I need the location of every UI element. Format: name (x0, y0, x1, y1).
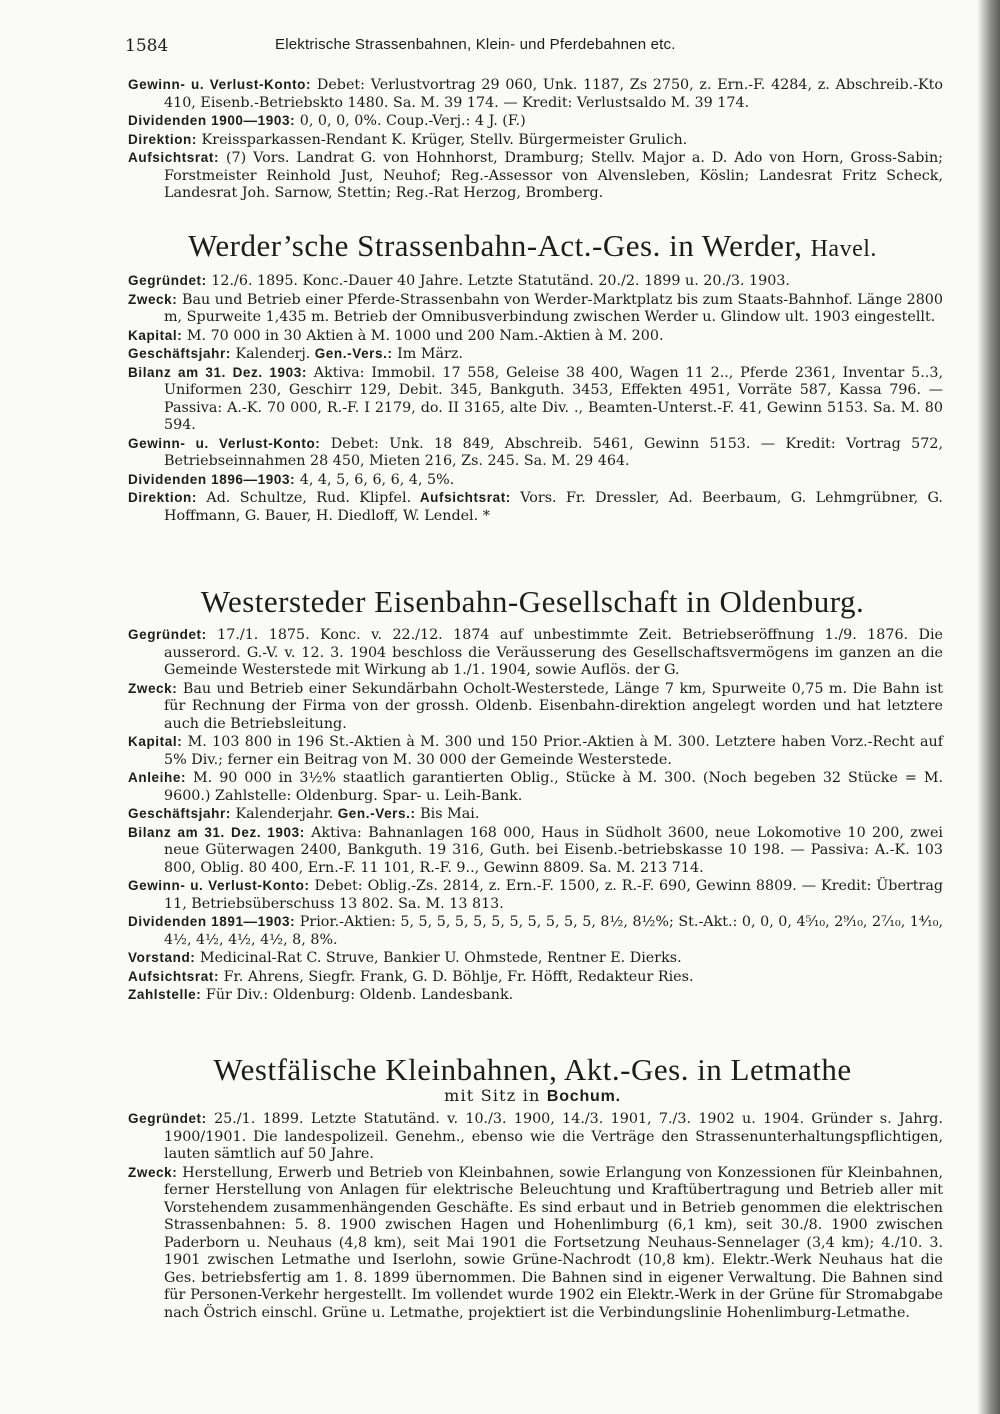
section-title: Westfälische Kleinbahnen, Akt.-Ges. in Letmathe (213, 1052, 852, 1087)
entry: Anleihe: M. 90 000 in 3½% staatlich garantierten Oblig., Stücke à M. 300. (Noch begeben 32 Stücke = M. 9600.) Zahlstelle: Oldenburg. Spar- u. Leih-Bank. (128, 770, 943, 804)
entry: Gewinn- u. Verlust-Konto: Debet: Unk. 18 849, Abschreib. 5461, Gewinn 5153. — Kredit: Vortrag 572, Betriebseinnahmen 28 450, Mieten 216, Zs. 245. Sa. M. 29 464. (128, 435, 943, 469)
section-body (128, 1110, 943, 1322)
entry: Gegründet: 25./1. 1899. Letzte Statutänd. v. 10./3. 1900, 14./3. 1901, 7./3. 1902 u. 1904. Gründer s. Jahrg. 1900/1901. Die landespolizeil. Genehm., ebenso wie die Verträge den Strassenunterhaltungspflichtigen, lauten sämtlich auf 50 Jahre. (128, 1111, 943, 1162)
section-body (128, 272, 943, 525)
entry: Bilanz am 31. Dez. 1903: Aktiva: Bahnanlagen 168 000, Haus in Südholt 3600, neue Lokomotive 10 200, zwei neue Güterwagen 2400, Bankguth. 19 316, Guth. bei Eisenb.-betriebskasse 10 198. — Passiva: A.-K. 103 800, Oblig. 80 400, Ern.-F. 11 101, R.-F. 9.., Gewinn 8809. Sa. M. 213 714. (128, 824, 943, 876)
entry: Direktion: Ad. Schultze, Rud. Klipfel. Aufsichtsrat: Vors. Fr. Dressler, Ad. Beerbaum, G. Lehmgrübner, G. Hoffmann, G. Bauer, H. Diedloff, W. Lendel. * (128, 490, 943, 524)
scan-edge (978, 0, 1000, 1414)
section-body (128, 626, 943, 1005)
entry: Gegründet: 12./6. 1895. Konc.-Dauer 40 Jahre. Letzte Statutänd. 20./2. 1899 u. 20./3. 1903. (128, 273, 790, 289)
entry: Zweck: Bau und Betrieb einer Pferde-Strassenbahn von Werder-Marktplatz bis zum Staats-Bahnhof. Länge 2800 m, Spurweite 1,435 m. Betrieb der Omnibusverbindung zwischen Werder u. Glindow ult. 1903 eingestellt. (128, 291, 943, 325)
entry: Dividenden 1896—1903: 4, 4, 5, 6, 6, 6, 4, 5%. (128, 471, 455, 488)
entry: Kapital: M. 103 800 in 196 St.-Aktien à M. 300 und 150 Prior.-Aktien à M. 300. Letztere haben Vorz.-Recht auf 5% Div.; ferner ein Beitrag von M. 30 000 der Gemeinde Westerstede. (128, 734, 943, 768)
running-title: Elektrische Strassenbahnen, Klein- und Pferdebahnen etc. (275, 36, 676, 53)
entry: Dividenden 1891—1903: Prior.-Aktien: 5, 5, 5, 5, 5, 5, 5, 5, 5, 5, 5, 8½, 8½%; St.-Akt.: 0, 0, 0, 4⁵⁄₁₀, 2⁹⁄₁₀, 2⁷⁄₁₀, 1⁴⁄₁₀, 4½, 4½, 4½, 4½, 8, 8%. (128, 914, 944, 948)
section-subtitle: mit Sitz in Bochum. (444, 1086, 621, 1105)
entry: Gegründet: 17./1. 1875. Konc. v. 22./12. 1874 auf unbestimmte Zeit. Betriebseröffnung 1./9. 1876. Die ausserord. G.-V. v. 12. 3. 1904 beschloss die Veräusserung des Gesellschaftsvermögens im ganzen an die Gemeinde Westerstede mit Wirkung ab 1./1. 1904, sowie Auflös. der G. (128, 627, 943, 678)
intro-para: Direktion: Kreissparkassen-Rendant K. Krüger, Stellv. Bürgermeister Grulich. (128, 131, 688, 148)
intro-para: Dividenden 1900—1903: 0, 0, 0, 0%. Coup.-Verj.: 4 J. (F.) (128, 113, 526, 129)
intro-para: Aufsichtsrat: (7) Vors. Landrat G. von Hohnhorst, Dramburg; Stellv. Major a. D. Ado von Horn, Gross-Sabin; Forstmeister Reinhold Just, Neuhof; Reg.-Assessor von Alvensleben, Köslin; Landesrat Fritz Scheck, Landesrat Joh. Sarnow, Stettin; Reg.-Rat Herzog, Bromberg. (128, 150, 943, 201)
entry: Geschäftsjahr: Kalenderjahr. Gen.-Vers.: Bis Mai. (128, 806, 480, 822)
entry: Vorstand: Medicinal-Rat C. Struve, Bankier U. Ohmstede, Rentner E. Dierks. (128, 950, 682, 966)
entry: Zahlstelle: Für Div.: Oldenburg: Oldenb. Landesbank. (128, 987, 514, 1003)
intro-para: Gewinn- u. Verlust-Konto: Debet: Verlustvortrag 29 060, Unk. 1187, Zs 2750, z. Ern.-F. 4284, z. Abschreib.-Kto 410, Eisenb.-Betriebskto 1480. Sa. M. 39 174. — Kredit: Verlustsaldo M. 39 174. (128, 77, 944, 111)
entry: Aufsichtsrat: Fr. Ahrens, Siegfr. Frank, G. D. Böhlje, Fr. Höfft, Redakteur Ries. (128, 968, 694, 985)
section-title: Werder’sche Strassenbahn-Act.-Ges. in Werder, Havel. (188, 228, 877, 263)
entry: Zweck: Bau und Betrieb einer Sekundärbahn Ocholt-Westerstede, Länge 7 km, Spurweite 0,75 m. Die Bahn ist für Rechnung der Firma von der grossh. Oldenb. Eisenbahn-direktion angelegt worden und hat letztere auch die Betriebsleitung. (128, 680, 943, 732)
entry: Kapital: M. 70 000 in 30 Aktien à M. 1000 und 200 Nam.-Aktien à M. 200. (128, 327, 664, 344)
intro-block (128, 76, 943, 203)
page-header (125, 36, 945, 60)
entry: Geschäftsjahr: Kalenderj. Gen.-Vers.: Im März. (128, 346, 463, 362)
page-number: 1584 (125, 36, 169, 56)
entry: Zweck: Herstellung, Erwerb und Betrieb von Kleinbahnen, sowie Erlangung von Konzessionen für Kleinbahnen, ferner Herstellung von Anlagen für elektrische Beleuchtung und Kraftübertragung und Betrieb aller mit Vorstehendem zusammenhängenden Geschäfte. Es sind erbaut und in Betrieb genommen die elektrischen Strassenbahnen: 5. 8. 1900 zwischen Hagen und Hohenlimburg (6,1 km), seit 30./8. 1900 zwischen Paderborn u. Neuhaus (4,8 km), seit Mai 1901 die Fortsetzung Neuhaus-Sennelager (3,4 km); 4./10. 3. 1901 zwischen Letmathe und Iserlohn, sowie Grüne-Nachrodt (10,8 km). Elektr.-Werk Neuhaus hat die Ges. betriebsfertig am 1. 8. 1899 übernommen. Die Bahnen sind in eigener Verwaltung. Die Bahnen sind für Personen-Verkehr hergestellt. Im vollendet wurde 1902 ein Elektr.-Werk in der Grüne für Stromabgabe nach Östrich einschl. Grüne u. Letmathe, projektiert ist die Verbindungslinie Hohenlimburg-Letmathe. (128, 1164, 943, 1321)
section-title: Westersteder Eisenbahn-Gesellschaft in Oldenburg. (200, 584, 865, 619)
entry: Bilanz am 31. Dez. 1903: Aktiva: Immobil. 17 558, Geleise 38 400, Wagen 11 2.., Pferde 2361, Inventar 5..3, Uniformen 230, Geschirr 129, Debit. 345, Bankguth. 3453, Effekten 4951, Vorräte 587, Kassa 796. — Passiva: A.-K. 70 000, R.-F. I 2179, do. II 3165, alte Div. ., Beamten-Unterst.-F. 41, Gewinn 5153. Sa. M. 80 594. (128, 364, 943, 433)
entry: Gewinn- u. Verlust-Konto: Debet: Oblig.-Zs. 2814, z. Ern.-F. 1500, z. R.-F. 690, Gewinn 8809. — Kredit: Übertrag 11, Betriebsüberschuss 13 802. Sa. M. 13 813. (128, 878, 943, 912)
